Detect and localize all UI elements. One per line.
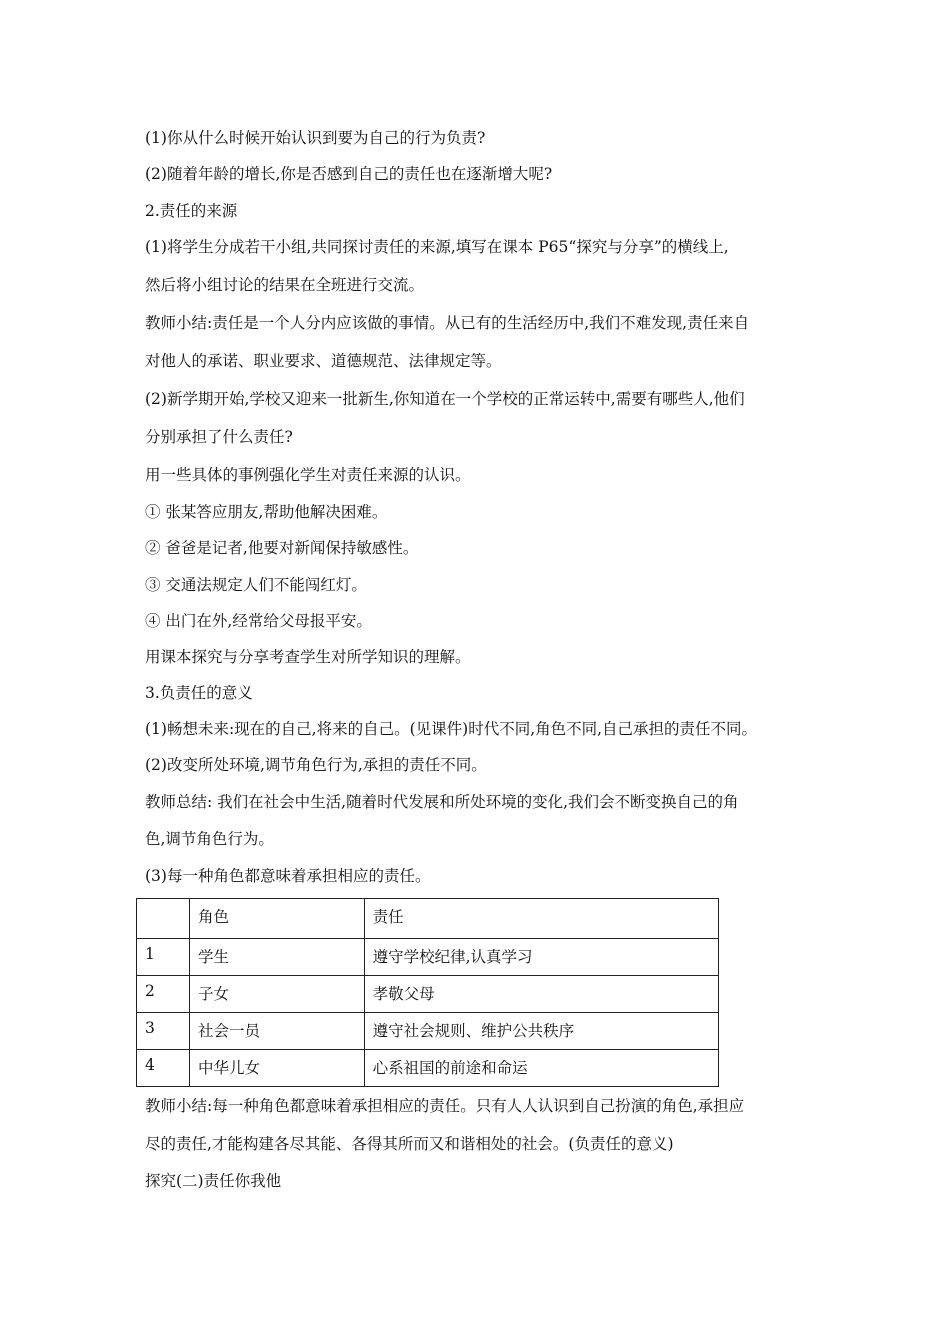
table-header-cell: 角色 (189, 899, 364, 939)
table-header-cell: 责任 (364, 899, 718, 939)
table-row (137, 939, 719, 976)
list-item: ① 张某答应朋友,帮助他解决困难。 (145, 503, 388, 521)
list-item: ② 爸爸是记者,他要对新闻保持敏感性。 (145, 539, 419, 557)
table-row (137, 976, 719, 1013)
table-cell: 子女 (189, 976, 364, 1013)
text-line: 色,调节角色行为。 (145, 830, 274, 848)
text-line: 教师小结:责任是一个人分内应该做的事情。从已有的生活经历中,我们不难发现,责任来自 (145, 314, 750, 332)
table-cell: 心系祖国的前途和命运 (364, 1050, 718, 1087)
table-cell: 1 (137, 939, 190, 976)
role-responsibility-table (136, 898, 719, 1087)
text-line: 然后将小组讨论的结果在全班进行交流。 (145, 276, 425, 294)
text-line: (1)畅想未来:现在的自己,将来的自己。(见课件)时代不同,角色不同,自己承担的责任不同。 (145, 720, 758, 738)
text-line: (2)改变所处环境,调节角色行为,承担的责任不同。 (145, 756, 487, 774)
section-heading: 3.负责任的意义 (145, 684, 253, 702)
text-line: 对他人的承诺、职业要求、道德规范、法律规定等。 (145, 352, 502, 370)
table-row (137, 1013, 719, 1050)
list-item: ③ 交通法规定人们不能闯红灯。 (145, 576, 367, 594)
text-line: (2)随着年龄的增长,你是否感到自己的责任也在逐渐增大呢? (145, 165, 553, 183)
text-line: 分别承担了什么责任? (145, 428, 293, 446)
table-cell: 遵守学校纪律,认真学习 (364, 939, 718, 976)
table-cell: 2 (137, 976, 190, 1013)
text-line: (3)每一种角色都意味着承担相应的责任。 (145, 867, 431, 885)
table-cell: 学生 (189, 939, 364, 976)
table-cell: 孝敬父母 (364, 976, 718, 1013)
text-line: 尽的责任,才能构建各尽其能、各得其所而又和谐相处的社会。(负责任的意义) (145, 1135, 674, 1153)
text-line: 用一些具体的事例强化学生对责任来源的认识。 (145, 466, 471, 484)
text-line: 教师小结:每一种角色都意味着承担相应的责任。只有人人认识到自己扮演的角色,承担应 (145, 1097, 745, 1115)
table-cell: 3 (137, 1013, 190, 1050)
section-heading: 2.责任的来源 (145, 202, 238, 220)
table-cell: 4 (137, 1050, 190, 1087)
text-line: 用课本探究与分享考查学生对所学知识的理解。 (145, 648, 471, 666)
text-line: (2)新学期开始,学校又迎来一批新生,你知道在一个学校的正常运转中,需要有哪些人,他们 (145, 390, 745, 408)
section-heading: 探究(二)责任你我他 (145, 1172, 282, 1190)
text-line: 教师总结: 我们在社会中生活,随着时代发展和所处环境的变化,我们会不断变换自己的角 (145, 793, 739, 811)
table-row (137, 1050, 719, 1087)
text-line: (1)将学生分成若干小组,共同探讨责任的来源,填写在课本 P65“探究与分享”的横线上, (145, 238, 729, 256)
table-cell: 社会一员 (189, 1013, 364, 1050)
text-line: (1)你从什么时候开始认识到要为自己的行为负责? (145, 129, 486, 147)
table-header-row (137, 899, 719, 939)
table-cell: 遵守社会规则、维护公共秩序 (364, 1013, 718, 1050)
table-cell: 中华儿女 (189, 1050, 364, 1087)
list-item: ④ 出门在外,经常给父母报平安。 (145, 612, 372, 630)
table-header-cell (137, 899, 190, 939)
